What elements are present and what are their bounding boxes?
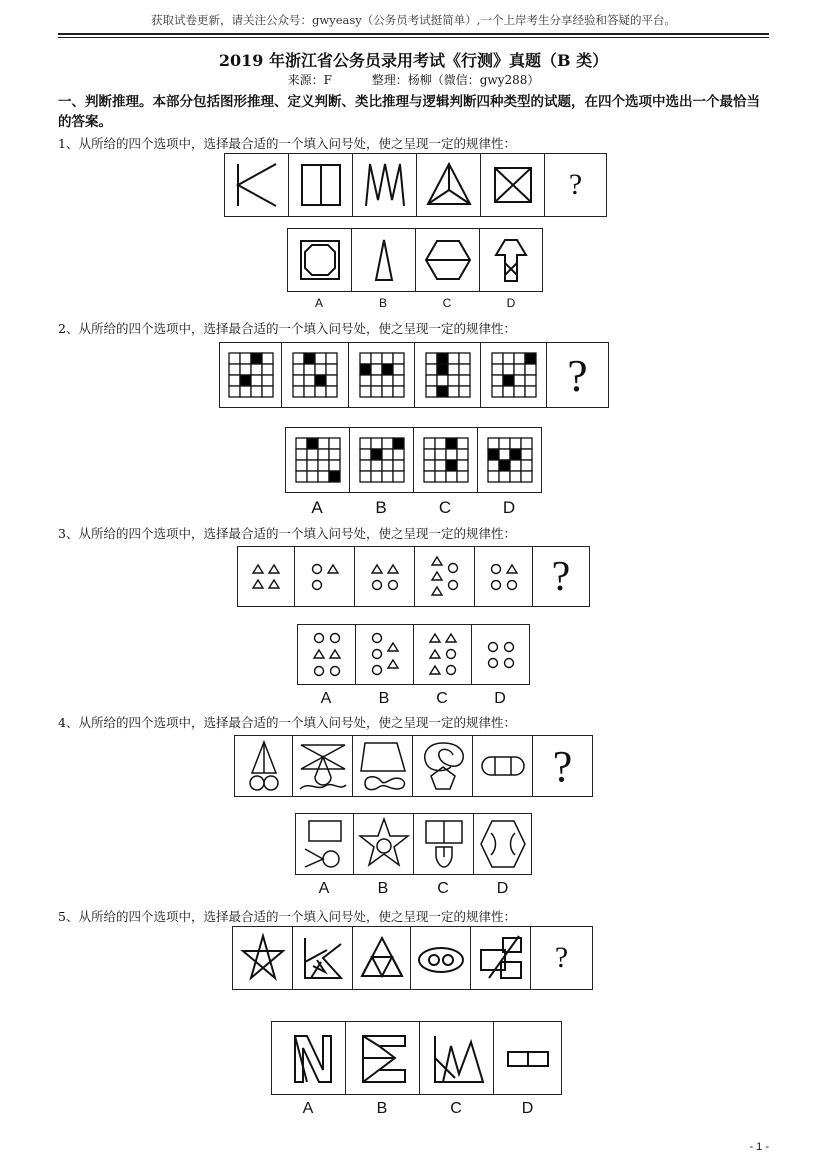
q2-figure-5 [481, 343, 547, 407]
document-title: 2019 年浙江省公务员录用考试《行测》真题（B 类） [218, 51, 609, 70]
q2-label-a: A [311, 498, 323, 517]
grid-cell [229, 386, 240, 397]
q3-label-b: B [378, 690, 390, 707]
grid-cell [492, 375, 503, 386]
grid-cell [435, 438, 446, 449]
grid-cell [296, 449, 307, 460]
grid-cell [525, 386, 536, 397]
grid-cell [448, 353, 459, 364]
q5-label-b: B [376, 1100, 388, 1117]
grid-cell [371, 449, 382, 460]
q5-option-b[interactable] [346, 1022, 420, 1094]
grid-cell [435, 449, 446, 460]
header-divider-thin [58, 37, 769, 38]
grid-cell [510, 449, 521, 460]
q1-option-d[interactable] [480, 229, 542, 291]
grid-cell [229, 364, 240, 375]
grid-cell [514, 353, 525, 364]
grid-cell [435, 460, 446, 471]
grid-cell [360, 471, 371, 482]
grid-cell [525, 353, 536, 364]
q3-figure-4 [415, 547, 475, 606]
grid-cell [521, 449, 532, 460]
grid-cell [318, 438, 329, 449]
q2-figure-2 [282, 343, 349, 407]
q5-figure-4 [411, 927, 471, 989]
q3-label-a: A [320, 690, 332, 707]
grid-cell [329, 460, 340, 471]
grid-cell [240, 353, 251, 364]
grid-cell [307, 449, 318, 460]
grid-cell [304, 386, 315, 397]
grid-cell [360, 364, 371, 375]
q2-figure-3 [349, 343, 415, 407]
grid-cell [521, 438, 532, 449]
q1-figure-3 [353, 154, 417, 216]
q4-label-b: B [377, 880, 389, 897]
grid-cell [382, 375, 393, 386]
grid-cell [382, 460, 393, 471]
grid-cell [251, 364, 262, 375]
question-1-option-labels [287, 296, 543, 310]
page-number: - 1 - [749, 1141, 769, 1153]
q2-figure-1 [220, 343, 282, 407]
q5-option-c[interactable] [420, 1022, 494, 1094]
grid-cell [382, 449, 393, 460]
q3-option-c[interactable] [414, 625, 472, 684]
grid-cell [424, 471, 435, 482]
q5-label-d: D [521, 1100, 534, 1117]
q4-figure-3 [353, 736, 413, 796]
grid-cell [307, 471, 318, 482]
section-heading: 一、判断推理。本部分包括图形推理、定义判断、类比推理与逻辑判断四种类型的试题，在四个选项中选出一个最恰当的答案。 [58, 94, 760, 130]
grid-cell [514, 386, 525, 397]
grid-cell [371, 460, 382, 471]
question-3-options-row [297, 624, 530, 685]
grid-cell [393, 449, 404, 460]
grid-cell [326, 386, 337, 397]
grid-cell [307, 460, 318, 471]
q2-option-b[interactable] [350, 428, 414, 492]
q3-option-d[interactable] [472, 625, 529, 684]
grid-cell [296, 438, 307, 449]
q1-option-c[interactable] [416, 229, 480, 291]
grid-cell [499, 460, 510, 471]
question-2-text: 2、从所给的四个选项中，选择最合适的一个填入问号处，使之呈现一定的规律性： [58, 321, 516, 336]
grid-cell [446, 471, 457, 482]
grid-cell [293, 353, 304, 364]
grid-cell [424, 460, 435, 471]
grid-cell [360, 449, 371, 460]
grid-cell [304, 364, 315, 375]
grid-cell [393, 364, 404, 375]
grid-cell [457, 460, 468, 471]
grid-cell [251, 353, 262, 364]
q1-figure-5 [481, 154, 545, 216]
grid-cell [371, 353, 382, 364]
q5-figure-5 [471, 927, 531, 989]
question-1-stem-row [224, 153, 607, 217]
grid-cell [393, 375, 404, 386]
grid-cell [525, 364, 536, 375]
grid-cell [293, 364, 304, 375]
grid-cell [457, 449, 468, 460]
q2-label-c: C [438, 498, 452, 517]
grid-cell [393, 386, 404, 397]
grid-cell [251, 375, 262, 386]
grid-cell [262, 364, 273, 375]
grid-cell [360, 460, 371, 471]
grid-cell [304, 375, 315, 386]
grid-cell [329, 438, 340, 449]
grid-cell [393, 353, 404, 364]
grid-cell [382, 386, 393, 397]
q5-option-d[interactable] [494, 1022, 561, 1094]
grid-cell [293, 386, 304, 397]
grid-cell [315, 364, 326, 375]
q1-label-c: C [442, 296, 452, 310]
q1-question-mark: ? [568, 168, 583, 201]
q1-option-b[interactable] [352, 229, 416, 291]
q4-figure-1 [235, 736, 293, 796]
grid-cell [457, 471, 468, 482]
grid-cell [262, 375, 273, 386]
grid-cell [437, 375, 448, 386]
grid-cell [296, 471, 307, 482]
grid-cell [382, 471, 393, 482]
question-4-option-labels [295, 880, 532, 898]
grid-cell [296, 460, 307, 471]
grid-cell [488, 460, 499, 471]
grid-cell [426, 353, 437, 364]
grid-cell [459, 353, 470, 364]
q2-label-d: D [502, 498, 516, 517]
question-2-stem-row [219, 342, 609, 408]
q1-option-a[interactable] [288, 229, 352, 291]
grid-cell [326, 375, 337, 386]
grid-cell [382, 353, 393, 364]
grid-cell [448, 386, 459, 397]
q4-option-d[interactable] [474, 814, 531, 874]
grid-cell [525, 375, 536, 386]
q3-option-a[interactable] [298, 625, 356, 684]
grid-cell [360, 438, 371, 449]
q1-label-d: D [506, 296, 516, 310]
grid-cell [262, 353, 273, 364]
question-1-options-row [287, 228, 543, 292]
q3-figure-1 [238, 547, 295, 606]
q1-label-b: B [378, 296, 387, 310]
question-5-option-labels [271, 1100, 562, 1118]
grid-cell [326, 364, 337, 375]
grid-cell [437, 386, 448, 397]
grid-cell [393, 471, 404, 482]
grid-cell [459, 386, 470, 397]
q2-figure-4 [415, 343, 481, 407]
grid-cell [492, 364, 503, 375]
header-divider [58, 33, 769, 35]
grid-cell [459, 364, 470, 375]
grid-cell [315, 386, 326, 397]
q5-figure-1 [233, 927, 293, 989]
grid-cell [510, 460, 521, 471]
grid-cell [393, 438, 404, 449]
question-4-text: 4、从所给的四个选项中，选择最合适的一个填入问号处，使之呈现一定的规律性： [58, 715, 516, 730]
grid-cell [262, 386, 273, 397]
grid-cell [424, 449, 435, 460]
grid-cell [293, 375, 304, 386]
q3-question-mark: ? [551, 553, 571, 600]
q5-label-c: C [450, 1100, 462, 1117]
q3-label-d: D [494, 690, 506, 707]
grid-cell [448, 364, 459, 375]
grid-cell [371, 438, 382, 449]
q3-option-b[interactable] [356, 625, 414, 684]
question-1-text: 1、从所给的四个选项中，选择最合适的一个填入问号处，使之呈现一定的规律性： [58, 136, 516, 151]
question-4-stem-row [234, 735, 593, 797]
grid-cell [499, 471, 510, 482]
grid-cell [360, 353, 371, 364]
grid-cell [318, 449, 329, 460]
grid-cell [382, 364, 393, 375]
q3-figure-2 [295, 547, 355, 606]
q2-option-a[interactable] [286, 428, 350, 492]
grid-cell [393, 460, 404, 471]
q4-option-c[interactable] [414, 814, 474, 874]
grid-cell [326, 353, 337, 364]
question-3-text: 3、从所给的四个选项中，选择最合适的一个填入问号处，使之呈现一定的规律性： [58, 526, 516, 541]
q2-label-b: B [375, 498, 387, 517]
grid-cell [488, 471, 499, 482]
grid-cell [371, 375, 382, 386]
grid-cell [329, 449, 340, 460]
grid-cell [503, 375, 514, 386]
question-5-text: 5、从所给的四个选项中，选择最合适的一个填入问号处，使之呈现一定的规律性： [58, 909, 516, 924]
grid-cell [499, 438, 510, 449]
question-5-options-row [271, 1021, 562, 1095]
grid-cell [360, 375, 371, 386]
q3-figure-3 [355, 547, 415, 606]
grid-cell [448, 375, 459, 386]
q5-figure-2 [293, 927, 353, 989]
grid-cell [240, 375, 251, 386]
question-3-stem-row [237, 546, 590, 607]
grid-cell [371, 364, 382, 375]
grid-cell [371, 471, 382, 482]
document-editor: 整理：杨柳（微信：gwy288） [371, 73, 540, 87]
document-source-line [0, 71, 827, 88]
grid-cell [371, 386, 382, 397]
grid-cell [360, 386, 371, 397]
grid-cell [446, 438, 457, 449]
question-3-option-labels [297, 690, 530, 708]
grid-cell [514, 375, 525, 386]
q4-question-mark: ? [552, 741, 573, 791]
q4-figure-5 [473, 736, 533, 796]
q5-option-a[interactable] [272, 1022, 346, 1094]
grid-cell [426, 364, 437, 375]
grid-cell [437, 364, 448, 375]
grid-cell [503, 386, 514, 397]
grid-cell [510, 438, 521, 449]
document-source: 来源：F [287, 73, 332, 87]
grid-cell [459, 375, 470, 386]
grid-cell [510, 471, 521, 482]
grid-cell [435, 471, 446, 482]
q2-option-d[interactable] [478, 428, 541, 492]
grid-cell [304, 353, 315, 364]
grid-cell [499, 449, 510, 460]
header-note: 获取试卷更新，请关注公众号：gwyeasy（公务员考试挺简单）,一个上岸考生分享经验和答疑的平台。 [151, 13, 676, 27]
grid-cell [503, 353, 514, 364]
q5-question-mark: ? [554, 941, 569, 974]
q4-label-a: A [318, 880, 330, 897]
q4-option-b[interactable] [354, 814, 414, 874]
grid-cell [446, 460, 457, 471]
grid-cell [457, 438, 468, 449]
q4-option-a[interactable] [296, 814, 354, 874]
q2-option-c[interactable] [414, 428, 478, 492]
grid-cell [315, 375, 326, 386]
grid-cell [503, 364, 514, 375]
grid-cell [488, 449, 499, 460]
q5-label-a: A [302, 1100, 314, 1117]
grid-cell [521, 471, 532, 482]
grid-cell [426, 375, 437, 386]
q4-figure-2 [293, 736, 353, 796]
grid-cell [424, 438, 435, 449]
grid-cell [240, 364, 251, 375]
q4-label-c: C [437, 880, 449, 897]
grid-cell [229, 375, 240, 386]
grid-cell [488, 438, 499, 449]
q1-label-a: A [314, 296, 323, 310]
question-5-stem-row [232, 926, 593, 990]
q4-label-d: D [496, 880, 509, 897]
grid-cell [307, 438, 318, 449]
grid-cell [382, 438, 393, 449]
grid-cell [229, 353, 240, 364]
grid-cell [492, 386, 503, 397]
q2-question-mark: ? [567, 349, 588, 401]
grid-cell [240, 386, 251, 397]
grid-cell [251, 386, 262, 397]
q3-figure-5 [475, 547, 533, 606]
q4-figure-4 [413, 736, 473, 796]
grid-cell [492, 353, 503, 364]
q3-label-c: C [436, 690, 448, 707]
grid-cell [426, 386, 437, 397]
grid-cell [437, 353, 448, 364]
grid-cell [329, 471, 340, 482]
grid-cell [318, 471, 329, 482]
question-2-option-labels [285, 498, 542, 518]
question-4-options-row [295, 813, 532, 875]
grid-cell [315, 353, 326, 364]
q1-figure-2 [289, 154, 353, 216]
grid-cell [521, 460, 532, 471]
q5-figure-3 [353, 927, 411, 989]
q1-figure-4 [417, 154, 481, 216]
question-2-options-row [285, 427, 542, 493]
grid-cell [318, 460, 329, 471]
grid-cell [446, 449, 457, 460]
q1-figure-1 [225, 154, 289, 216]
grid-cell [514, 364, 525, 375]
